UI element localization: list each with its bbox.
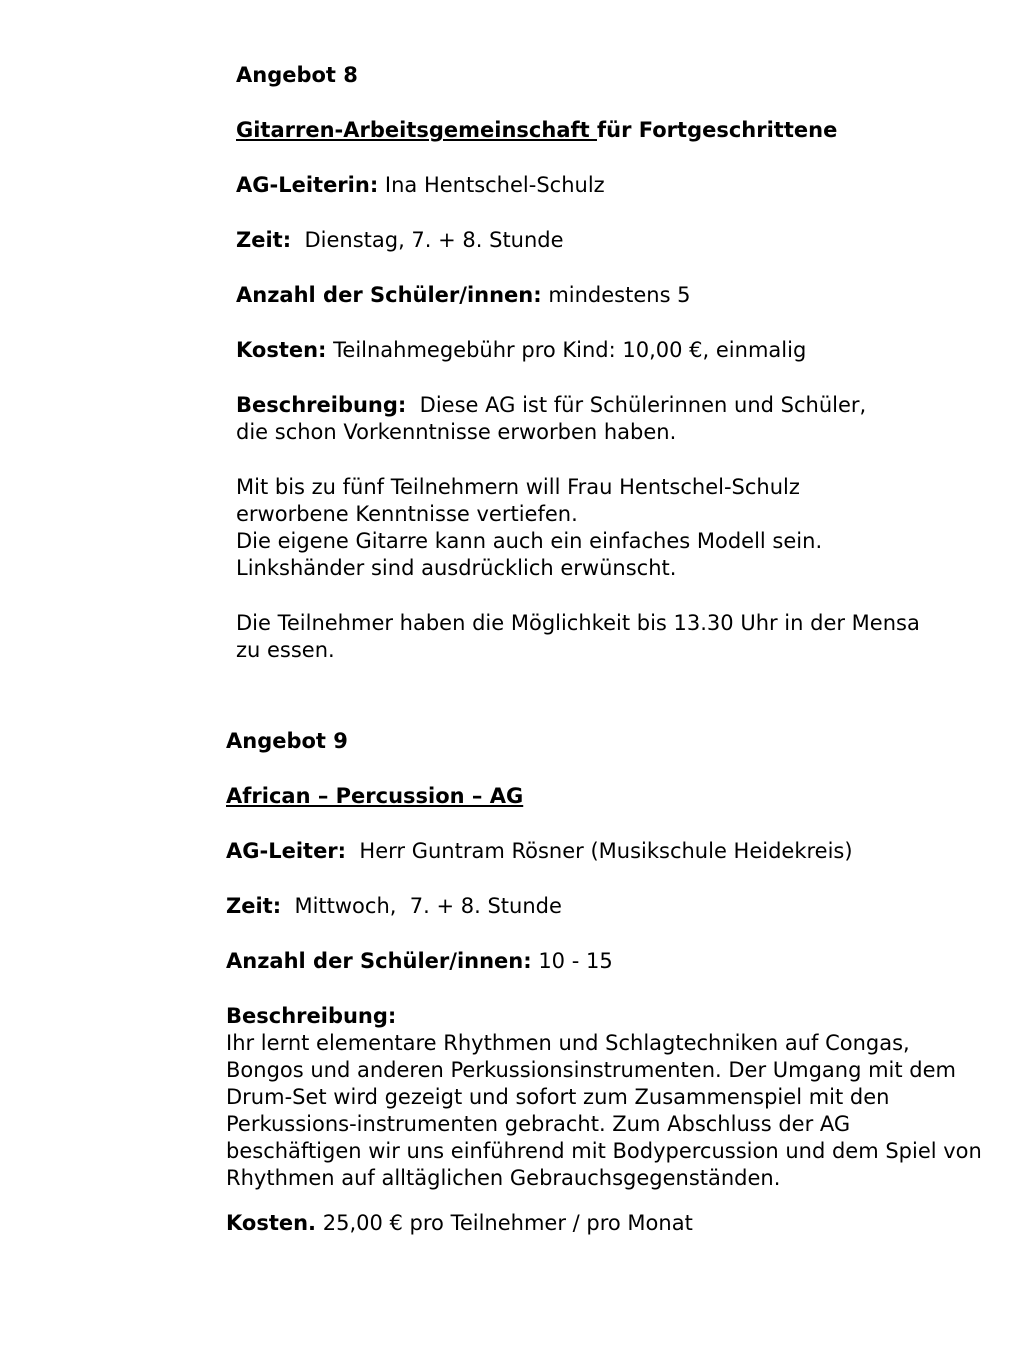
offer-8-cost-label: Kosten: — [236, 338, 327, 362]
offer-8-leader-label: AG-Leiterin: — [236, 173, 379, 197]
offer-9-time — [226, 893, 1016, 920]
offer-8-title-rest: für Fortgeschrittene — [597, 118, 838, 142]
offer-8-para2-line3: Die eigene Gitarre kann auch ein einfaches Modell sein. — [236, 529, 823, 553]
offer-8-count — [236, 282, 996, 309]
offer-9-count — [226, 948, 1016, 975]
offer-8-heading: Angebot 8 — [236, 63, 358, 87]
offer-9-desc-line: Rhythmen auf alltäglichen Gebrauchsgegenständen. — [226, 1166, 781, 1190]
offer-9-time-value: Mittwoch, 7. + 8. Stunde — [281, 894, 562, 918]
offer-8-desc-label: Beschreibung: — [236, 393, 407, 417]
offer-8-para2-line2: erworbene Kenntnisse vertiefen. — [236, 502, 578, 526]
offer-8-leader-value: Ina Hentschel-Schulz — [378, 173, 605, 197]
offer-9-desc-line: beschäftigen wir uns einführend mit Bodypercussion und dem Spiel von — [226, 1139, 982, 1163]
offer-8-para3-line2: zu essen. — [236, 638, 335, 662]
offer-8-count-value: mindestens 5 — [541, 283, 691, 307]
offer-8-para2-line4: Linkshänder sind ausdrücklich erwünscht. — [236, 556, 677, 580]
offer-9-cost-value: 25,00 € pro Teilnehmer / pro Monat — [316, 1211, 693, 1235]
offer-9-leader-label: AG-Leiter: — [226, 839, 347, 863]
offer-9-desc-line: Ihr lernt elementare Rhythmen und Schlagtechniken auf Congas, — [226, 1031, 910, 1055]
offer-8-para2-line1: Mit bis zu fünf Teilnehmern will Frau Hentschel-Schulz — [236, 475, 800, 499]
offer-8-leader — [236, 172, 996, 199]
offer-9-heading: Angebot 9 — [226, 729, 348, 753]
offer-9-desc-label: Beschreibung: — [226, 1004, 397, 1028]
offer-8-time-value: Dienstag, 7. + 8. Stunde — [291, 228, 564, 252]
offer-8-time-label: Zeit: — [236, 228, 292, 252]
offer-9-cost — [226, 1210, 1016, 1237]
offer-9-desc-line: Perkussions-instrumenten gebracht. Zum Abschluss der AG — [226, 1112, 851, 1136]
offer-9-desc-line: Drum-Set wird gezeigt und sofort zum Zusammenspiel mit den — [226, 1085, 890, 1109]
offer-9-leader — [226, 838, 1016, 865]
offer-9-time-label: Zeit: — [226, 894, 282, 918]
offer-8-title — [236, 117, 996, 144]
offer-8-time — [236, 227, 996, 254]
offer-9-title: African – Percussion – AG — [226, 784, 524, 808]
offer-9-count-label: Anzahl der Schüler/innen: — [226, 949, 532, 973]
offer-8-description — [236, 392, 996, 419]
offer-8-desc-line2: die schon Vorkenntnisse erworben haben. — [236, 420, 677, 444]
offer-9-leader-value: Herr Guntram Rösner (Musikschule Heidekreis) — [346, 839, 853, 863]
offer-9-cost-label: Kosten. — [226, 1211, 317, 1235]
offer-8-count-label: Anzahl der Schüler/innen: — [236, 283, 542, 307]
offer-8-section — [236, 62, 996, 664]
offer-9-section — [226, 728, 1016, 1237]
offer-8-cost-value: Teilnahmegebühr pro Kind: 10,00 €, einmalig — [326, 338, 807, 362]
offer-8-desc-line1: Diese AG ist für Schülerinnen und Schüler, — [406, 393, 867, 417]
offer-9-desc-line: Bongos und anderen Perkussionsinstrumenten. Der Umgang mit dem — [226, 1058, 957, 1082]
offer-8-title-underlined: Gitarren-Arbeitsgemeinschaft — [236, 118, 597, 142]
offer-8-cost — [236, 337, 996, 364]
offer-8-para3-line1: Die Teilnehmer haben die Möglichkeit bis 13.30 Uhr in der Mensa — [236, 611, 920, 635]
offer-9-count-value: 10 - 15 — [531, 949, 613, 973]
